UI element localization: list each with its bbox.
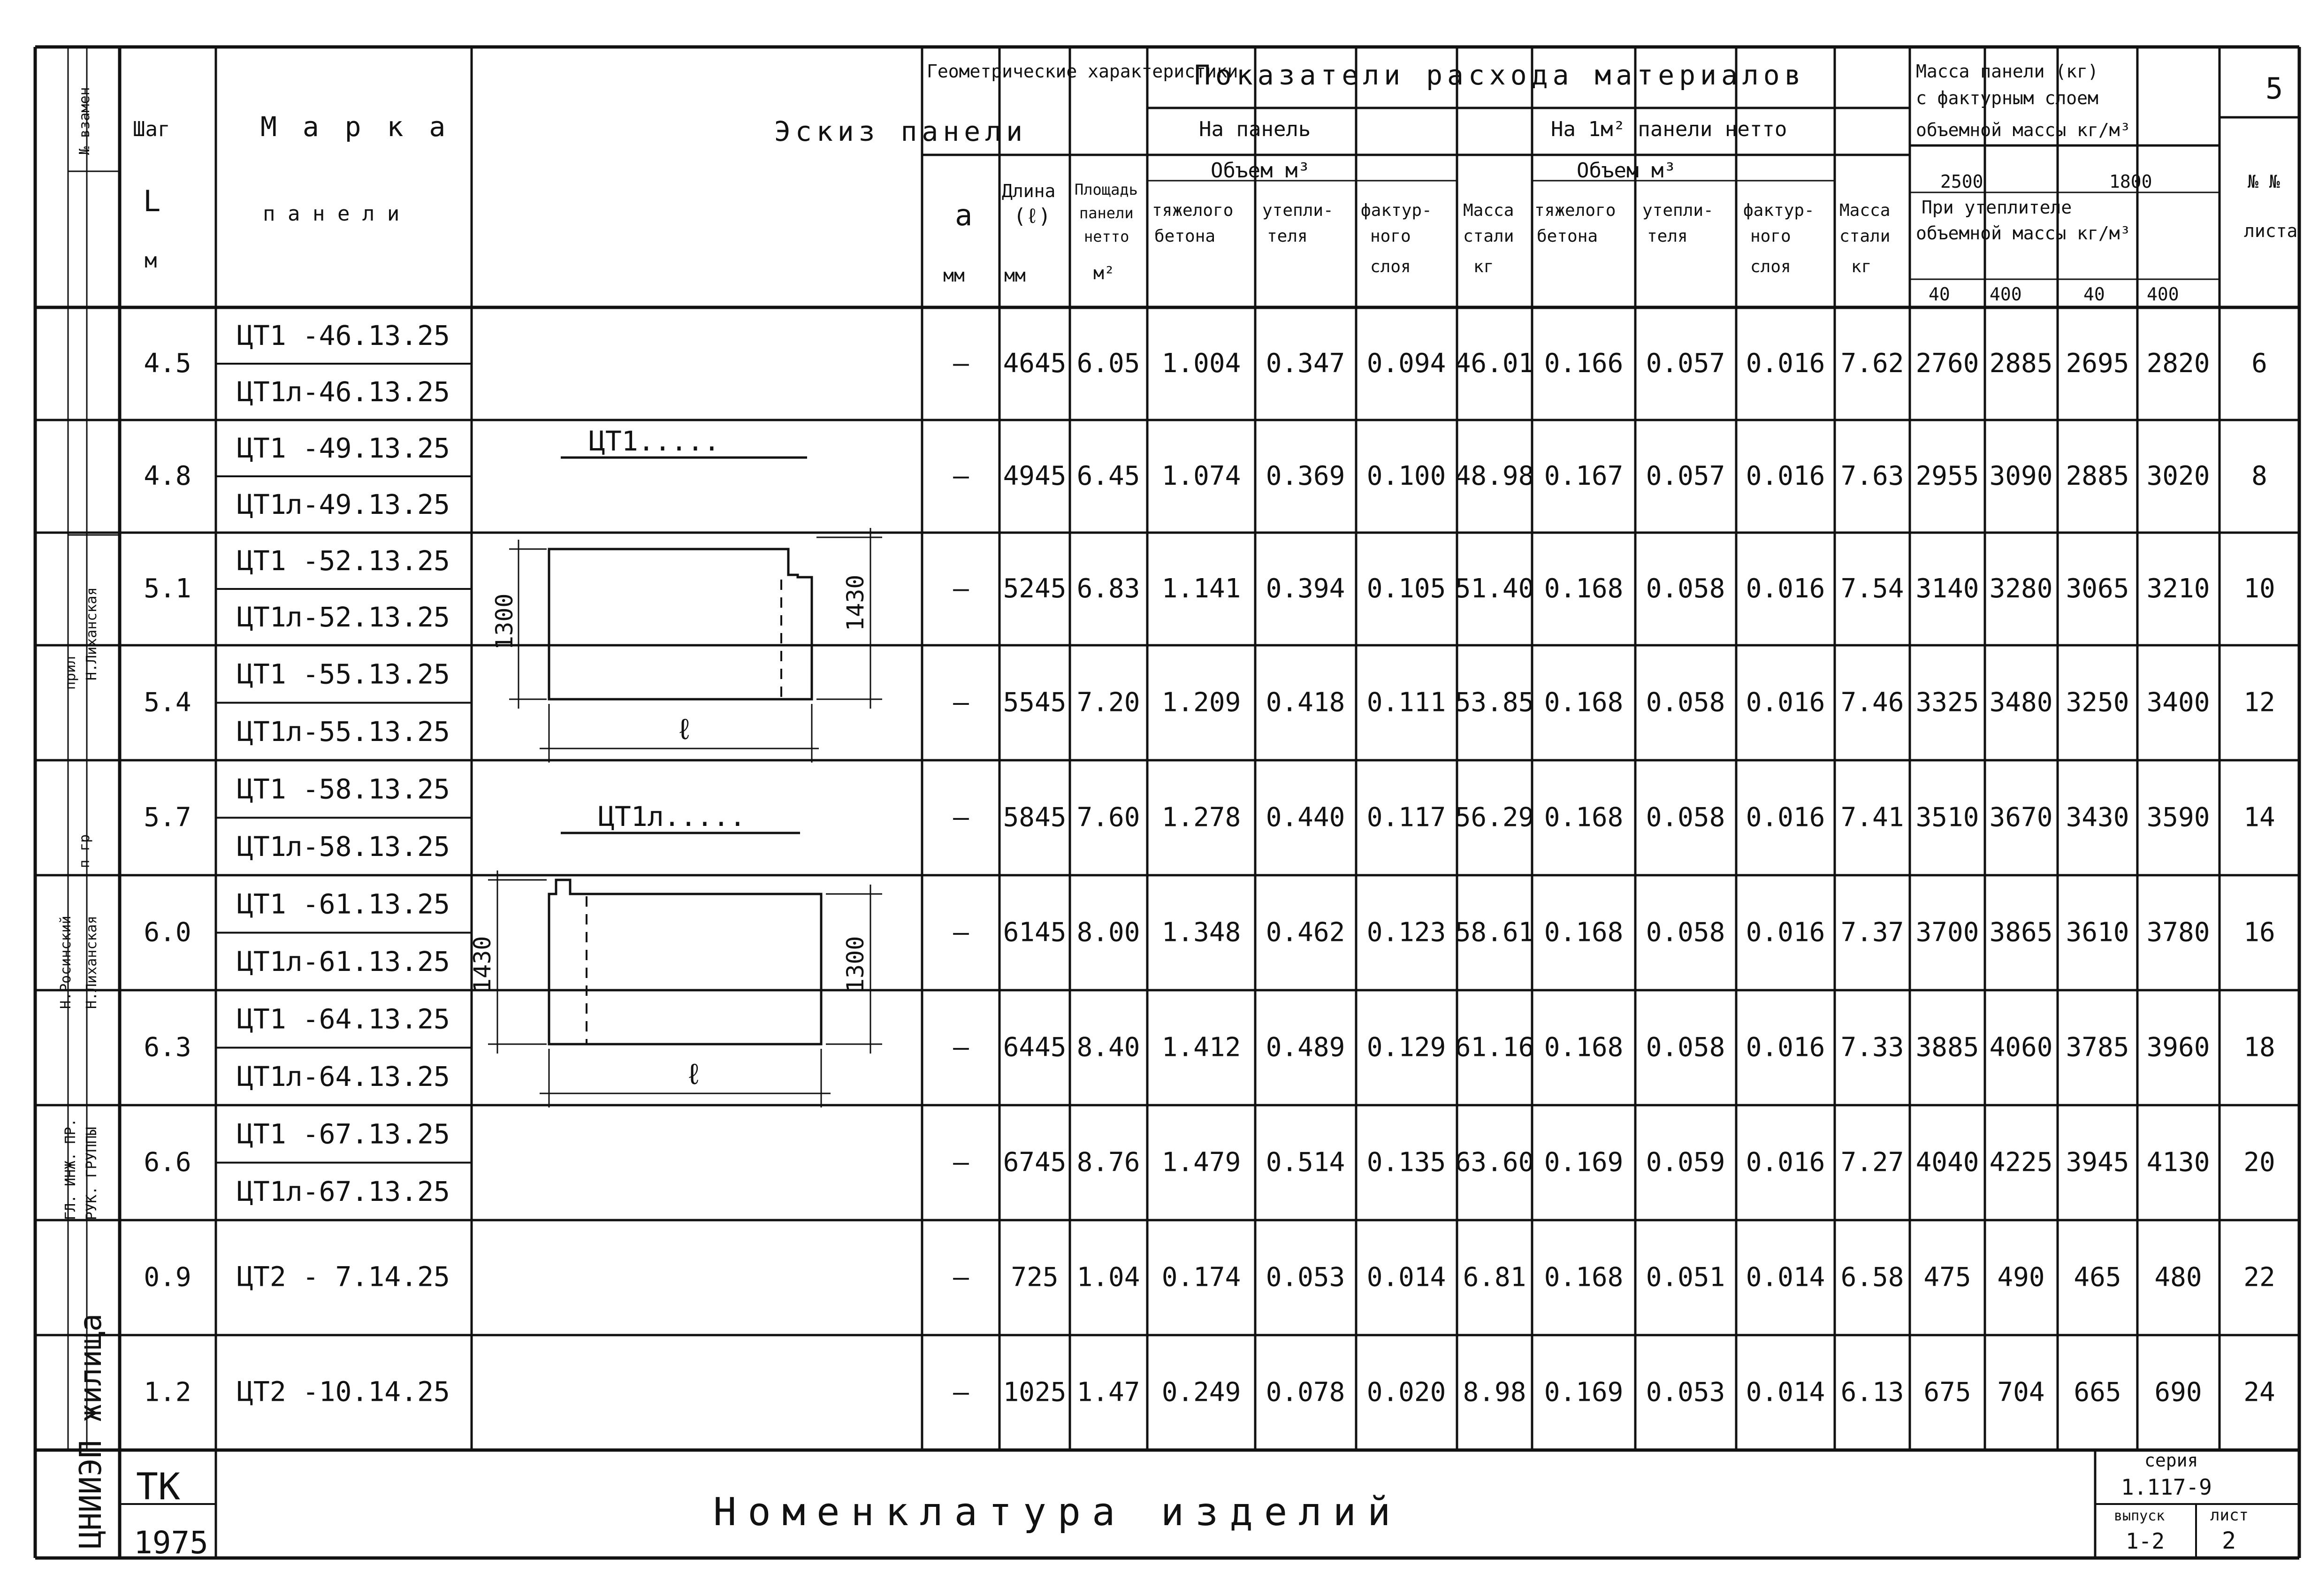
cell-a: — xyxy=(953,687,969,718)
m2-facing-col-2: ного xyxy=(1750,227,1791,246)
insulation-400-b: 400 xyxy=(2147,284,2179,305)
cell-mark: ЦТ1л-58.13.25 xyxy=(237,830,450,863)
cell-m1: 3325 xyxy=(1915,687,1979,718)
step-header-top: Шаг xyxy=(133,117,170,141)
cell-m2: 4060 xyxy=(1989,1032,2053,1063)
geom-header: Геометрические характеристики xyxy=(927,61,1238,82)
cell-area: 1.04 xyxy=(1076,1262,1140,1293)
cell-mark: ЦТ1 -58.13.25 xyxy=(237,773,450,805)
side-label-pril: прил xyxy=(62,656,79,690)
cell-mark: ЦТ1л-52.13.25 xyxy=(237,601,450,633)
sketch-ct1-dim-1300: 1300 xyxy=(491,593,518,650)
cell-len: 1025 xyxy=(1003,1377,1067,1408)
cell-a: — xyxy=(953,802,969,833)
cell-ins: 0.489 xyxy=(1266,1032,1345,1063)
area-header-2: панели xyxy=(1079,204,1134,222)
series-number: 1.117-9 xyxy=(2121,1474,2212,1500)
mark-header-top: М а р к а xyxy=(260,111,450,143)
table-body xyxy=(144,320,2275,1408)
cell-a: — xyxy=(953,1377,969,1408)
cell-fact: 0.100 xyxy=(1366,461,1446,491)
cell-m-steel: 7.46 xyxy=(1840,687,1904,718)
cell-mark: ЦТ1 -55.13.25 xyxy=(237,658,450,690)
cell-m2: 2885 xyxy=(1989,348,2053,379)
sketch-header: Эскиз панели xyxy=(774,115,1028,147)
cell-area: 8.40 xyxy=(1076,1032,1140,1063)
cell-m3: 3785 xyxy=(2066,1032,2129,1063)
cell-area: 1.47 xyxy=(1076,1377,1140,1408)
cell-step: 5.7 xyxy=(144,802,191,833)
cell-mark: ЦТ1л-46.13.25 xyxy=(237,376,450,408)
cell-m-steel: 7.54 xyxy=(1840,573,1904,604)
cell-step: 5.4 xyxy=(144,687,191,718)
indicators-header: Показатели расхода материалов xyxy=(1194,59,1806,91)
cell-m1: 3885 xyxy=(1915,1032,1979,1063)
cell-m-ins: 0.058 xyxy=(1646,1032,1725,1063)
cell-step: 4.5 xyxy=(144,348,191,379)
facing-col-2: ного xyxy=(1370,227,1411,246)
sheet-no-header-2: листа xyxy=(2244,221,2298,241)
panel-sketch xyxy=(469,425,882,1107)
sheet-number: 5 xyxy=(2265,71,2283,106)
cell-m-heavy: 0.168 xyxy=(1544,1032,1624,1063)
cell-m3: 3610 xyxy=(2066,917,2129,948)
cell-area: 6.45 xyxy=(1076,461,1140,491)
sketch-ct1-dim-1430: 1430 xyxy=(842,574,869,631)
cell-heavy: 1.412 xyxy=(1161,1032,1241,1063)
table-row xyxy=(144,1261,2275,1293)
sketch-ct1l-dim-1300: 1300 xyxy=(842,936,869,993)
cell-mark: ЦТ1л-49.13.25 xyxy=(237,489,450,520)
cell-m-ins: 0.058 xyxy=(1646,917,1725,948)
cell-m1: 3510 xyxy=(1915,802,1979,833)
length-header-1: Длина xyxy=(1002,181,1056,201)
cell-steel: 56.29 xyxy=(1455,802,1534,833)
cell-m-steel: 7.27 xyxy=(1840,1147,1904,1178)
sketch-ct1-dim-l: ℓ xyxy=(676,712,694,746)
cell-sheet: 16 xyxy=(2243,917,2275,948)
area-header-3: нетто xyxy=(1084,228,1129,245)
mass-header-1: Масса панели (кг) xyxy=(1916,61,2098,82)
cell-area: 8.76 xyxy=(1076,1147,1140,1178)
cell-m1: 2760 xyxy=(1915,348,1979,379)
cell-heavy: 1.074 xyxy=(1161,461,1241,491)
cell-area: 8.00 xyxy=(1076,917,1140,948)
sketch-ct1l-outline xyxy=(549,880,821,1044)
cell-ins: 0.347 xyxy=(1266,348,1345,379)
cell-ins: 0.078 xyxy=(1266,1377,1345,1408)
cell-steel: 51.40 xyxy=(1455,573,1534,604)
per-panel-header: На панель xyxy=(1199,117,1311,141)
cell-m-heavy: 0.169 xyxy=(1544,1377,1624,1408)
cell-heavy: 0.249 xyxy=(1161,1377,1241,1408)
cell-m-fact: 0.016 xyxy=(1746,917,1825,948)
sketch-ct1-label: ЦТ1..... xyxy=(589,425,720,457)
cell-sheet: 8 xyxy=(2251,461,2267,491)
cell-m3: 3250 xyxy=(2066,687,2129,718)
cell-m3: 3065 xyxy=(2066,573,2129,604)
cell-m-heavy: 0.168 xyxy=(1544,1262,1624,1293)
cell-m-heavy: 0.168 xyxy=(1544,687,1624,718)
cell-heavy: 1.348 xyxy=(1161,917,1241,948)
cell-m2: 4225 xyxy=(1989,1147,2053,1178)
step-header-bot: м xyxy=(145,249,157,273)
step-header-mid: L xyxy=(143,184,161,218)
steel-col-1: Масса xyxy=(1463,201,1514,220)
cell-mark: ЦТ1 -49.13.25 xyxy=(237,432,450,464)
cell-m-heavy: 0.168 xyxy=(1544,802,1624,833)
m2-facing-col-3: слоя xyxy=(1750,257,1791,276)
cell-area: 7.60 xyxy=(1076,802,1140,833)
series-label: серия xyxy=(2144,1450,2198,1471)
list-number: 2 xyxy=(2222,1527,2236,1554)
steel-col-2: стали xyxy=(1463,227,1514,246)
cell-mark: ЦТ1л-64.13.25 xyxy=(237,1060,450,1092)
sheet-no-header-1: № № xyxy=(2248,171,2280,192)
cell-fact: 0.020 xyxy=(1366,1377,1446,1408)
cell-heavy: 1.278 xyxy=(1161,802,1241,833)
cell-len: 6445 xyxy=(1003,1032,1067,1063)
cell-m3: 2885 xyxy=(2066,461,2129,491)
cell-m4: 3020 xyxy=(2146,461,2210,491)
cell-heavy: 0.174 xyxy=(1161,1262,1241,1293)
insulation-400-a: 400 xyxy=(1990,284,2022,305)
m2-insulation-col-2: теля xyxy=(1647,227,1688,246)
cell-len: 5245 xyxy=(1003,573,1067,604)
cell-len: 5845 xyxy=(1003,802,1067,833)
cell-m1: 475 xyxy=(1923,1262,1971,1293)
insulation-40-b: 40 xyxy=(2083,284,2105,305)
side-label-name-2: Н.Росинский xyxy=(58,916,74,1009)
cell-a: — xyxy=(953,573,969,604)
density-2500: 2500 xyxy=(1940,171,1983,192)
footer-tk: ТК xyxy=(136,1466,180,1508)
insulation-col-1: утепли- xyxy=(1262,201,1334,220)
side-label-name-3: Н.Лиханская xyxy=(84,916,100,1009)
cell-m-ins: 0.058 xyxy=(1646,687,1725,718)
cell-m2: 3670 xyxy=(1989,802,2053,833)
cell-ins: 0.514 xyxy=(1266,1147,1345,1178)
steel-col-unit: кг xyxy=(1473,257,1494,276)
cell-a: — xyxy=(953,1147,969,1178)
cell-a: — xyxy=(953,1262,969,1293)
cell-m-ins: 0.057 xyxy=(1646,461,1725,491)
cell-sheet: 10 xyxy=(2243,573,2275,604)
cell-m1: 675 xyxy=(1923,1377,1971,1408)
cell-m2: 3480 xyxy=(1989,687,2053,718)
cell-m3: 3430 xyxy=(2066,802,2129,833)
side-label-gr: п гр xyxy=(76,834,93,868)
cell-sheet: 24 xyxy=(2243,1377,2275,1408)
cell-heavy: 1.141 xyxy=(1161,573,1241,604)
cell-mark: ЦТ2 - 7.14.25 xyxy=(237,1260,450,1293)
issue-label: выпуск xyxy=(2114,1508,2165,1524)
cell-m4: 480 xyxy=(2154,1262,2202,1293)
cell-mark: ЦТ1 -61.13.25 xyxy=(237,888,450,920)
cell-m-steel: 7.62 xyxy=(1840,348,1904,379)
cell-m-heavy: 0.169 xyxy=(1544,1147,1624,1178)
cell-area: 6.83 xyxy=(1076,573,1140,604)
cell-len: 725 xyxy=(1011,1262,1059,1293)
cell-m4: 4130 xyxy=(2146,1147,2210,1178)
cell-area: 7.20 xyxy=(1076,687,1140,718)
cell-step: 5.1 xyxy=(144,573,191,604)
cell-fact: 0.014 xyxy=(1366,1262,1446,1293)
cell-step: 0.9 xyxy=(144,1262,191,1293)
insulation-header-1: При утеплителе xyxy=(1922,197,2072,218)
side-label-role-2: РУК. ГРУППЫ xyxy=(84,1127,100,1220)
per-m2-header: На 1м² панели нетто xyxy=(1551,117,1787,141)
cell-m3: 2695 xyxy=(2066,348,2129,379)
m2-insulation-col-1: утепли- xyxy=(1642,201,1714,220)
cell-mark: ЦТ1л-61.13.25 xyxy=(237,945,450,977)
cell-m-ins: 0.059 xyxy=(1646,1147,1725,1178)
cell-m-fact: 0.016 xyxy=(1746,348,1825,379)
cell-a: — xyxy=(953,1032,969,1063)
cell-fact: 0.117 xyxy=(1366,802,1446,833)
mass-header-2: с фактурным слоем xyxy=(1916,88,2098,108)
cell-m3: 3945 xyxy=(2066,1147,2129,1178)
cell-mark: ЦТ1л-55.13.25 xyxy=(237,715,450,748)
cell-mark: ЦТ1 -46.13.25 xyxy=(237,320,450,351)
cell-m-steel: 7.33 xyxy=(1840,1032,1904,1063)
m2-steel-col-1: Масса xyxy=(1839,201,1891,220)
cell-steel: 48.98 xyxy=(1455,461,1534,491)
cell-len: 4645 xyxy=(1003,348,1067,379)
volume-header-panel: Объем м³ xyxy=(1211,159,1310,183)
cell-ins: 0.440 xyxy=(1266,802,1345,833)
cell-heavy: 1.479 xyxy=(1161,1147,1241,1178)
cell-ins: 0.418 xyxy=(1266,687,1345,718)
cell-step: 6.3 xyxy=(144,1032,191,1063)
density-1800: 1800 xyxy=(2109,171,2152,192)
cell-len: 6745 xyxy=(1003,1147,1067,1178)
cell-m3: 465 xyxy=(2074,1262,2121,1293)
cell-m-fact: 0.016 xyxy=(1746,573,1825,604)
cell-fact: 0.105 xyxy=(1366,573,1446,604)
m2-facing-col-1: фактур- xyxy=(1743,201,1815,220)
cell-m-steel: 7.41 xyxy=(1840,802,1904,833)
cell-a: — xyxy=(953,348,969,379)
cell-m-steel: 6.58 xyxy=(1840,1262,1904,1293)
cell-step: 6.6 xyxy=(144,1147,191,1178)
side-label-name-1: Н.Лиханская xyxy=(84,587,100,680)
cell-m-fact: 0.016 xyxy=(1746,1032,1825,1063)
sketch-ct1l-dim-l: ℓ xyxy=(685,1057,703,1091)
cell-len: 4945 xyxy=(1003,461,1067,491)
facing-col-3: слоя xyxy=(1370,257,1411,276)
cell-steel: 53.85 xyxy=(1455,687,1534,718)
cell-fact: 0.129 xyxy=(1366,1032,1446,1063)
cell-steel: 58.61 xyxy=(1455,917,1534,948)
cell-m4: 3400 xyxy=(2146,687,2210,718)
cell-step: 4.8 xyxy=(144,461,191,491)
cell-m-ins: 0.051 xyxy=(1646,1262,1725,1293)
volume-header-m2: Объем м³ xyxy=(1577,159,1676,183)
cell-m-fact: 0.016 xyxy=(1746,1147,1825,1178)
list-label: лист xyxy=(2210,1506,2249,1525)
org-logo-text: ЦНИИЭП жилища xyxy=(74,1313,108,1549)
cell-m-steel: 7.37 xyxy=(1840,917,1904,948)
cell-mark: ЦТ1 -64.13.25 xyxy=(237,1003,450,1035)
cell-mark: ЦТ1 -67.13.25 xyxy=(237,1118,450,1150)
cell-fact: 0.111 xyxy=(1366,687,1446,718)
insulation-40-a: 40 xyxy=(1929,284,1950,305)
cell-m3: 665 xyxy=(2074,1377,2121,1408)
cell-steel: 63.60 xyxy=(1455,1147,1534,1178)
heavy-header-2: бетона xyxy=(1154,227,1216,246)
m2-heavy-col-2: бетона xyxy=(1537,227,1598,246)
cell-m-heavy: 0.167 xyxy=(1544,461,1624,491)
cell-sheet: 6 xyxy=(2251,348,2267,379)
cell-m-heavy: 0.168 xyxy=(1544,917,1624,948)
cell-m-fact: 0.016 xyxy=(1746,802,1825,833)
cell-steel: 6.81 xyxy=(1463,1262,1526,1293)
cell-heavy: 1.209 xyxy=(1161,687,1241,718)
cell-m-steel: 6.13 xyxy=(1840,1377,1904,1408)
cell-m4: 3210 xyxy=(2146,573,2210,604)
issue-number: 1-2 xyxy=(2126,1528,2165,1554)
cell-m4: 2820 xyxy=(2146,348,2210,379)
heavy-header-1: тяжелого xyxy=(1152,201,1234,220)
document-title: Номенклатура изделий xyxy=(713,1490,1402,1535)
cell-m1: 4040 xyxy=(1915,1147,1979,1178)
insulation-col-2: теля xyxy=(1267,227,1308,246)
cell-sheet: 14 xyxy=(2243,802,2275,833)
cell-sheet: 12 xyxy=(2243,687,2275,718)
area-header-1: Площадь xyxy=(1075,181,1138,199)
cell-ins: 0.053 xyxy=(1266,1262,1345,1293)
cell-m-fact: 0.016 xyxy=(1746,461,1825,491)
cell-mark: ЦТ1л-67.13.25 xyxy=(237,1175,450,1207)
side-label-vzamen: № взамен xyxy=(76,87,93,155)
cell-m-fact: 0.014 xyxy=(1746,1377,1825,1408)
cell-step: 1.2 xyxy=(144,1377,191,1408)
cell-sheet: 20 xyxy=(2243,1147,2275,1178)
mass-header-3: объемной массы кг/м³ xyxy=(1916,120,2131,140)
area-unit: м² xyxy=(1093,263,1115,283)
cell-m1: 3700 xyxy=(1915,917,1979,948)
cell-a: — xyxy=(953,917,969,948)
sketch-ct1l-label: ЦТ1л..... xyxy=(598,801,746,832)
cell-steel: 8.98 xyxy=(1463,1377,1526,1408)
m2-steel-col-2: стали xyxy=(1839,227,1891,246)
cell-fact: 0.123 xyxy=(1366,917,1446,948)
cell-m1: 3140 xyxy=(1915,573,1979,604)
cell-m2: 490 xyxy=(1997,1262,2045,1293)
cell-m4: 690 xyxy=(2154,1377,2202,1408)
a-unit: мм xyxy=(943,265,965,286)
sketch-ct1l-dim-1430: 1430 xyxy=(469,936,496,993)
length-header-2: (ℓ) xyxy=(1014,204,1051,228)
cell-fact: 0.094 xyxy=(1366,348,1446,379)
cell-m2: 3865 xyxy=(1989,917,2053,948)
cell-len: 5545 xyxy=(1003,687,1067,718)
cell-m-steel: 7.63 xyxy=(1840,461,1904,491)
m2-steel-col-unit: кг xyxy=(1851,257,1872,276)
cell-sheet: 18 xyxy=(2243,1032,2275,1063)
cell-m-ins: 0.058 xyxy=(1646,802,1725,833)
cell-steel: 46.01 xyxy=(1455,348,1534,379)
table-row xyxy=(144,1376,2275,1408)
cell-m-ins: 0.053 xyxy=(1646,1377,1725,1408)
insulation-header-2: объемной массы кг/м³ xyxy=(1916,223,2131,244)
sketch-ct1-outline xyxy=(549,549,812,699)
cell-m4: 3960 xyxy=(2146,1032,2210,1063)
cell-m2: 3090 xyxy=(1989,461,2053,491)
cell-m4: 3780 xyxy=(2146,917,2210,948)
cell-m-ins: 0.057 xyxy=(1646,348,1725,379)
cell-m-fact: 0.014 xyxy=(1746,1262,1825,1293)
cell-len: 6145 xyxy=(1003,917,1067,948)
cell-area: 6.05 xyxy=(1076,348,1140,379)
cell-m2: 3280 xyxy=(1989,573,2053,604)
cell-ins: 0.462 xyxy=(1266,917,1345,948)
length-unit: мм xyxy=(1004,265,1026,286)
cell-m-ins: 0.058 xyxy=(1646,573,1725,604)
cell-mark: ЦТ1 -52.13.25 xyxy=(237,545,450,577)
cell-heavy: 1.004 xyxy=(1161,348,1241,379)
facing-col-1: фактур- xyxy=(1361,201,1432,220)
cell-steel: 61.16 xyxy=(1455,1032,1534,1063)
cell-ins: 0.394 xyxy=(1266,573,1345,604)
cell-m-heavy: 0.168 xyxy=(1544,573,1624,604)
cell-a: — xyxy=(953,461,969,491)
cell-m2: 704 xyxy=(1997,1377,2045,1408)
cell-m4: 3590 xyxy=(2146,802,2210,833)
m2-heavy-col-1: тяжелого xyxy=(1534,201,1616,220)
cell-ins: 0.369 xyxy=(1266,461,1345,491)
cell-fact: 0.135 xyxy=(1366,1147,1446,1178)
cell-m-heavy: 0.166 xyxy=(1544,348,1624,379)
cell-step: 6.0 xyxy=(144,917,191,948)
cell-m-fact: 0.016 xyxy=(1746,687,1825,718)
cell-mark: ЦТ2 -10.14.25 xyxy=(237,1375,450,1408)
a-header: a xyxy=(955,198,973,232)
footer-year: 1975 xyxy=(134,1525,208,1561)
mark-header-bot: п а н е л и xyxy=(263,202,400,226)
cell-sheet: 22 xyxy=(2243,1262,2275,1293)
cell-m1: 2955 xyxy=(1915,461,1979,491)
side-label-role-1: ГЛ. ИНЖ. ПР. xyxy=(62,1118,79,1220)
